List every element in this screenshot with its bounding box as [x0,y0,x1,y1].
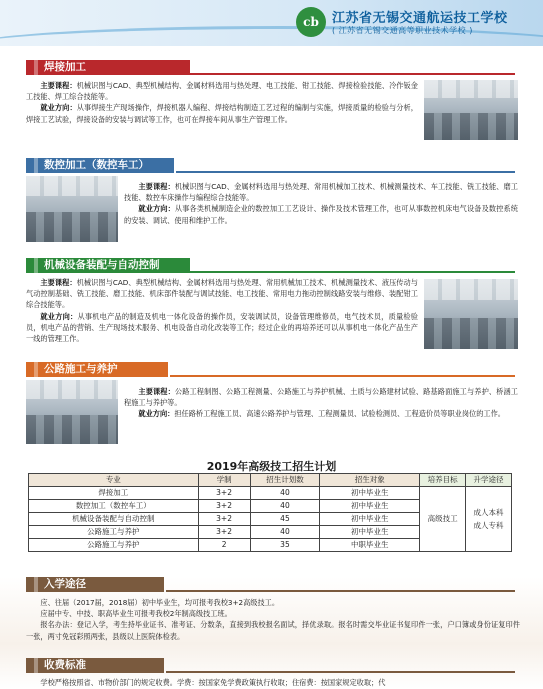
cell-target: 初中毕业生 [320,526,420,539]
school-name: 江苏省无锡交通航运技工学校 [332,11,508,26]
plan-title: 2019年高级技工招生计划 [206,460,337,473]
section-title: 入学途径 [44,578,86,590]
banner-rule [166,590,515,592]
school-logo: cb [296,7,326,37]
header-duration: 学制 [198,474,250,487]
cell-goal: 高级技工 [420,487,466,552]
enrollment-plan-table [28,473,512,552]
path-line-1: 成人本科 [473,508,504,517]
admission-line-3: 报名办法：登记入学，考生持毕业证书、准考证、分数条，直接到我校报名面试，择优录取。报名时需交毕业证书复印件一张，户口簿或身份证复印件一张，两寸免冠彩照两张，县级以上医院体检表。 [26,620,520,641]
section-banner-admission [26,577,164,592]
banner-rule [166,671,515,673]
header-path: 升学途径 [466,474,512,487]
cell-quota: 40 [250,487,320,500]
section-banner-highway [26,362,168,377]
section-banner-fees [26,658,164,673]
section-banner-cnc [26,158,174,173]
section-banner-welding [26,60,190,75]
section-title: 数控加工（数控车工） [44,159,149,171]
section-text-mechanical: 主要课程：机械识图与CAD、典型机械结构、金属材料选用与热处理、常用机械加工技术、机械测量技术、液压传动与气动控制基础、铣工技能、磨工技能、机床部件装配与调试技能、电工技能、常用电力拖动控制线路安装与维修、装配钳工综合技能等。 就业方向：从事机电产品的制造及机电一体化设备的操作员，安装调试员，设备管理维修员，电气技术员，质量检验员，机电产品的营销、生产现场技术服务、机电设备自动化改装等工作；经过企业的再培养还可以从事机电一体化产品生产一线的管理工作。 [26,278,418,344]
header-quota: 招生计划数 [250,474,320,487]
cell-duration: 2 [198,539,250,552]
cell-path [466,487,512,552]
cell-quota: 40 [250,526,320,539]
cell-target: 初中毕业生 [320,500,420,513]
cell-major: 公路施工与养护 [29,526,199,539]
header-target: 招生对象 [320,474,420,487]
cell-major: 公路施工与养护 [29,539,199,552]
cell-duration: 3+2 [198,487,250,500]
cell-duration: 3+2 [198,500,250,513]
section-title: 收费标准 [44,659,86,671]
photo-cnc-lab [26,176,118,242]
section-banner-mechanical [26,258,190,273]
admission-line-2: 应届中专、中技、职高毕业生可报考我校2年制高级技工班。 [40,609,232,619]
banner-rule [170,375,515,377]
photo-welding-workshop [424,80,518,140]
photo-assembly-lab [424,279,518,349]
cell-quota: 35 [250,539,320,552]
fees-text [26,677,520,688]
cell-target: 中职毕业生 [320,539,420,552]
school-subtitle: ( 江苏省无锡交通高等职业技术学校 ) [332,26,473,35]
table-row [29,487,512,500]
cell-quota: 40 [250,500,320,513]
section-text-highway: 主要课程：公路工程制图、公路工程测量、公路施工与养护机械、土质与公路建材试验、路基路面施工与养护、桥涵工程施工与养护等。 就业方向：担任路桥工程施工员、高速公路养护与管理、工程测量员、试验检测员、工程造价员等职业岗位的工作。 [124,387,518,419]
section-title: 机械设备装配与自动控制 [44,259,160,271]
header-goal: 培养目标 [420,474,466,487]
cell-quota: 45 [250,513,320,526]
cell-major: 焊接加工 [29,487,199,500]
banner-rule [190,271,515,273]
banner-rule [190,73,515,75]
section-title: 焊接加工 [44,61,86,73]
cell-duration: 3+2 [198,526,250,539]
banner-rule [176,171,515,173]
fees-line-1: 学校严格按照省、市物价部门的规定收费。学费：按国家免学费政策执行收取；住宿费：按国家规定收取；代 [40,678,386,687]
cell-duration: 3+2 [198,513,250,526]
path-line-2: 成人专科 [473,521,504,530]
admission-text [26,597,520,642]
cell-target: 初中毕业生 [320,487,420,500]
section-text-welding: 主要课程：机械识图与CAD、典型机械结构、金属材料选用与热处理、电工技能、钳工技能、焊接检验技能、冷作钣金工技能、焊工综合技能等。 就业方向：从事焊接生产现场操作，焊接机器人编程、焊接结构制造工艺过程的编制与实施，焊接质量的检验与分析，焊接工艺试验，焊接设备的安装与调试等工作，也可在焊接车间从事生产管理工作。 [26,81,418,124]
photo-highway-lab [26,380,118,444]
header-major: 专业 [29,474,199,487]
cell-major: 机械设备装配与自动控制 [29,513,199,526]
cell-major: 数控加工（数控车工） [29,500,199,513]
section-text-cnc: 主要课程：机械识图与CAD、金属材料选用与热处理、常用机械加工技术、机械测量技术、车工技能、铣工技能、磨工技能、数控车床操作与编程综合技能等。 就业方向：从事各类机械制造企业的数控加工工艺设计、操作及技术管理工作，也可从事数控机床电气设备及数控系统的安装、调试、使用和维护工作。 [124,182,518,225]
table-header-row [29,474,512,487]
admission-line-1: 应、往届（2017届，2018届）初中毕业生，均可报考我校3+2高级技工。 [40,598,280,607]
cell-target: 初中毕业生 [320,513,420,526]
section-title: 公路施工与养护 [44,363,118,375]
